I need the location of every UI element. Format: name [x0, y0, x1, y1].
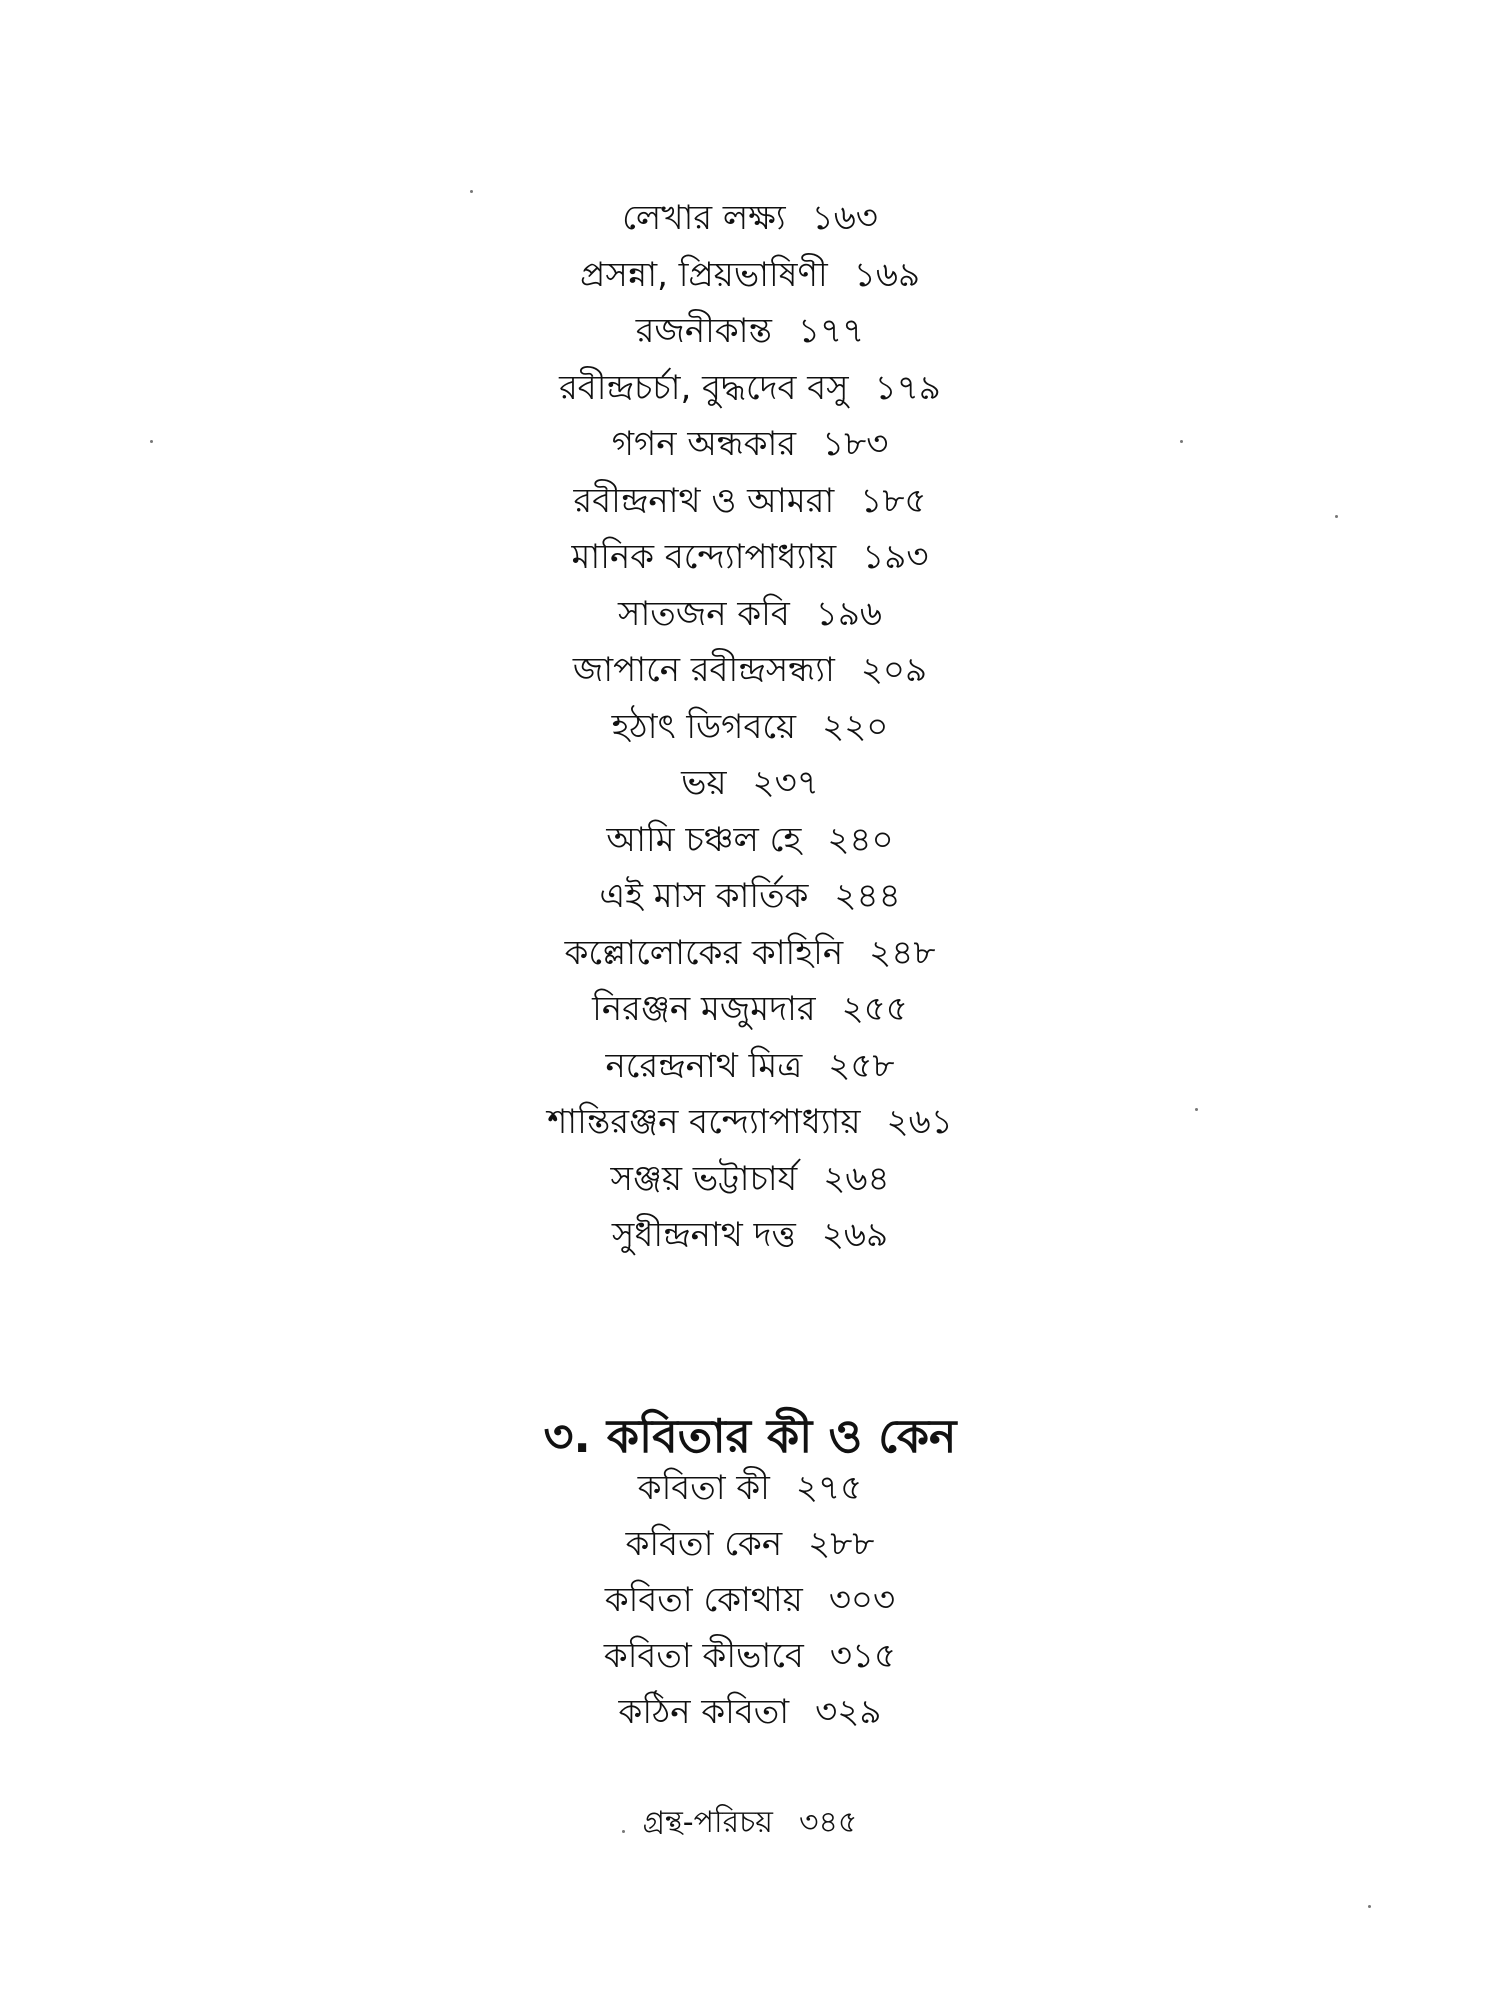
scan-speck [1335, 515, 1338, 518]
toc-entry [0, 473, 1500, 530]
scan-speck [1180, 440, 1183, 443]
toc-entry-title: এই মাস কার্তিক [599, 876, 809, 916]
toc-entry [0, 1038, 1500, 1095]
toc-entry-page: ১৭৭ [797, 311, 865, 351]
appendix-page: ৩৪৫ [798, 1805, 858, 1840]
contents-list [0, 190, 1500, 1264]
toc-entry [0, 868, 1500, 925]
toc-entry [0, 247, 1500, 304]
toc-entry-page: ২৬৪ [823, 1158, 890, 1199]
toc-entry-page: ১৯৬ [815, 593, 883, 634]
toc-entry [0, 1516, 1500, 1572]
toc-entry-page: ২৪৪ [834, 876, 901, 916]
toc-entry [0, 755, 1500, 812]
toc-entry-page: ১৭৯ [874, 367, 941, 408]
section-3-list [0, 1460, 1500, 1740]
toc-entry-title: কল্লোলোকের কাহিনি [564, 932, 844, 973]
toc-entry-page: ৩১৫ [829, 1636, 897, 1676]
toc-entry [0, 1151, 1500, 1208]
toc-entry [0, 925, 1500, 982]
toc-entry-page: ১৮৫ [860, 480, 927, 521]
toc-entry-title: হঠাৎ ডিগবয়ে [611, 706, 797, 747]
toc-entry [0, 529, 1500, 586]
toc-entry-title: সাতজন কবি [617, 593, 790, 634]
toc-entry [0, 586, 1500, 643]
toc-entry-page: ২৫৮ [828, 1045, 895, 1086]
toc-entry-page: ২২০ [822, 706, 889, 747]
toc-entry-title: প্রসন্না, প্রিয়ভাষিণী [579, 254, 828, 295]
scan-speck [150, 440, 153, 443]
toc-entry [0, 1628, 1500, 1684]
toc-entry [0, 360, 1500, 417]
toc-entry [0, 981, 1500, 1038]
toc-entry-title: শান্তিরঞ্জন বন্দ্যোপাধ্যায় [547, 1102, 861, 1142]
toc-entry-title: রবীন্দ্রচর্চা, বুদ্ধদেব বসু [559, 367, 849, 408]
toc-entry-page: ২৬৯ [821, 1215, 889, 1255]
toc-entry-title: নরেন্দ্রনাথ মিত্র [605, 1045, 803, 1086]
toc-entry [0, 1460, 1500, 1516]
toc-entry [0, 1572, 1500, 1628]
toc-entry-page: ১৮৩ [822, 424, 889, 464]
appendix-entry [0, 1798, 1500, 1848]
scan-speck [622, 1830, 625, 1833]
toc-entry-title: রবীন্দ্রনাথ ও আমরা [573, 480, 835, 521]
toc-entry-page: ২৪৮ [869, 932, 936, 973]
scan-speck [1195, 1108, 1198, 1111]
toc-entry-page: ১৬৯ [853, 254, 921, 295]
toc-entry-title: জাপানে রবীন্দ্রসন্ধ্যা [572, 650, 835, 690]
toc-entry-page: ৩০৩ [828, 1580, 896, 1620]
toc-entry-page: ২৩৭ [752, 763, 819, 803]
toc-entry-title: মানিক বন্দ্যোপাধ্যায় [571, 537, 837, 577]
toc-entry-page: ১৯৩ [862, 537, 929, 577]
toc-entry [0, 699, 1500, 756]
toc-entry-page: ৩২৯ [815, 1692, 882, 1732]
toc-entry [0, 303, 1500, 360]
section-heading: ৩. কবিতার কী ও কেন [543, 1409, 957, 1464]
toc-entry-title: লেখার লক্ষ্য [622, 198, 786, 238]
toc-entry [0, 1684, 1500, 1740]
toc-entry-title: কবিতা কীভাবে [603, 1636, 804, 1676]
toc-entry-title: আমি চঞ্চল হে [606, 819, 802, 860]
toc-entry-page: ২৫৫ [841, 989, 908, 1029]
scan-speck [470, 190, 473, 193]
toc-entry-title: ভয় [681, 763, 727, 803]
scan-speck [1368, 1905, 1371, 1908]
toc-entry-page: ২৭৫ [795, 1468, 863, 1508]
toc-entry-page: ১৬৩ [811, 198, 878, 238]
toc-entry-title: কবিতা কেন [625, 1524, 783, 1564]
toc-entry-title: সুধীন্দ্রনাথ দত্ত [611, 1215, 796, 1255]
toc-entry-title: নিরঞ্জন মজুমদার [592, 989, 816, 1029]
toc-entry-title: গগন অন্ধকার [611, 424, 797, 464]
toc-entry-page: ২০৯ [860, 650, 928, 690]
toc-entry-page: ২৮৮ [808, 1524, 875, 1564]
toc-entry-title: কবিতা কী [637, 1468, 770, 1508]
toc-entry-title: কবিতা কোথায় [604, 1580, 803, 1620]
toc-entry [0, 416, 1500, 473]
toc-entry-title: সঞ্জয় ভট্টাচার্য [610, 1158, 798, 1199]
toc-entry-title: কঠিন কবিতা [618, 1692, 790, 1732]
appendix-title: গ্রন্থ-পরিচয় [642, 1805, 773, 1840]
toc-entry-page: ২৬১ [886, 1102, 953, 1142]
toc-entry [0, 642, 1500, 699]
toc-entry [0, 1207, 1500, 1264]
toc-entry [0, 812, 1500, 869]
toc-entry [0, 190, 1500, 247]
toc-entry [0, 1094, 1500, 1151]
toc-entry-page: ২৪০ [827, 819, 894, 860]
toc-entry-title: রজনীকান্ত [635, 311, 772, 351]
